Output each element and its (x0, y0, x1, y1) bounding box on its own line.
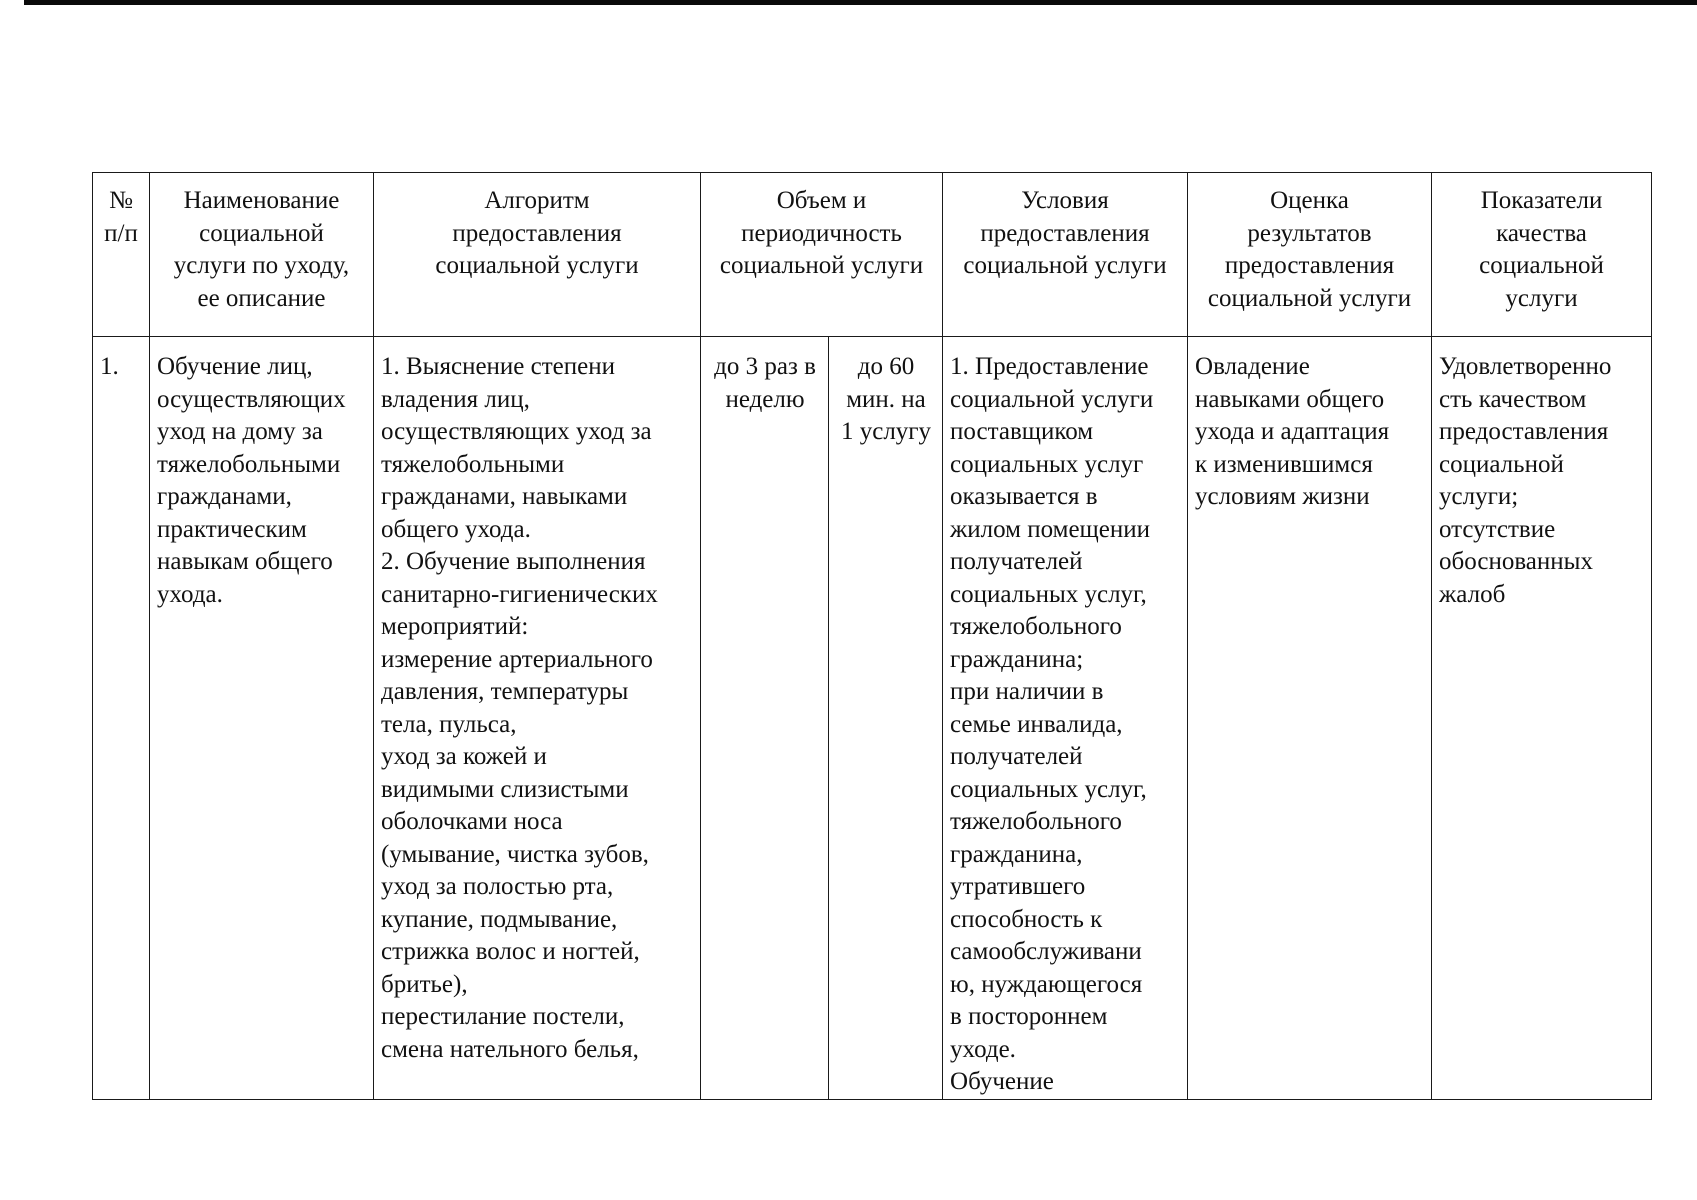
text-line: практическим (157, 515, 307, 543)
text-line: услуги; (1439, 483, 1519, 510)
text-line: уходе. (950, 1035, 1016, 1063)
text-line: уход на дому за (157, 418, 323, 445)
text-line: 1 услугу (840, 418, 932, 445)
text-line: социальной (199, 219, 324, 247)
text-line: п/п (104, 219, 138, 247)
text-line: осуществляющих (157, 385, 346, 413)
text-line: предоставления (452, 219, 622, 247)
text-line: мин. на (846, 385, 926, 413)
text-line: сть качеством (1439, 385, 1587, 413)
text-line: Удовлетворенно (1439, 353, 1612, 380)
text-line: социальных услуг (950, 450, 1144, 478)
text-line: смена нательного белья, (381, 1035, 639, 1063)
header-conditions (943, 173, 1188, 337)
text-line: 1. Предоставление (950, 353, 1149, 380)
text-line: Алгоритм (484, 187, 590, 214)
text-line: предоставления (1439, 418, 1609, 445)
text-line: социальных услуг, (950, 580, 1147, 608)
text-line: № (109, 187, 133, 214)
header-service-name (150, 173, 374, 337)
text-line: способность к (950, 905, 1103, 933)
text-line: общего ухода. (381, 515, 531, 543)
text-line: навыками общего (1195, 385, 1385, 413)
text-line: ухода и адаптация (1195, 418, 1390, 445)
text-line: измерение артериального (381, 645, 653, 673)
top-border-rule (24, 0, 1697, 5)
text-line: Оценка (1270, 187, 1349, 214)
text-line: услуги (1505, 284, 1578, 312)
text-line: тяжелобольного (950, 808, 1122, 835)
text-line: при наличии в (950, 678, 1104, 705)
text-line: самообслуживани (950, 938, 1142, 965)
text-line: социальной услуги (435, 252, 639, 279)
service-name-cell (150, 337, 374, 1100)
text-line: в постороннем (950, 1003, 1108, 1030)
text-line: социальной услуги (950, 385, 1154, 413)
text-line: навыкам общего (157, 548, 333, 575)
header-quality-indicators (1432, 173, 1652, 337)
services-table (92, 172, 1652, 1100)
text-line: гражданина; (950, 645, 1084, 673)
header-algorithm (374, 173, 701, 337)
evaluation-cell (1188, 337, 1432, 1100)
text-line: Обучение лиц, (157, 353, 313, 380)
text-line: купание, подмывание, (381, 905, 618, 933)
text-line: гражданина, (950, 840, 1083, 868)
text-line: ее описание (197, 284, 326, 312)
duration-cell (829, 337, 943, 1100)
text-line: тела, пульса, (381, 710, 517, 738)
text-line: получателей (950, 548, 1083, 575)
text-line: 2. Обучение выполнения (381, 548, 646, 575)
text-line: условиям жизни (1195, 483, 1370, 510)
text-line: гражданами, навыками (381, 483, 628, 510)
text-line: давления, температуры (381, 678, 629, 705)
text-line: до 60 (857, 353, 915, 380)
text-line: тяжелобольными (381, 450, 565, 478)
text-line: Наименование (183, 187, 340, 214)
text-line: мероприятий: (381, 613, 529, 640)
header-number (93, 173, 150, 337)
text-line: жилом помещении (950, 515, 1151, 543)
text-line: стрижка волос и ногтей, (381, 938, 640, 965)
text-line: до 3 раз в (714, 353, 816, 380)
text-line: качества (1496, 219, 1587, 247)
quality-indicators-cell (1432, 337, 1652, 1100)
text-line: к изменившимся (1195, 450, 1373, 478)
text-line: владения лиц, (381, 385, 530, 413)
frequency-cell (701, 337, 829, 1100)
table-header-row (93, 173, 1652, 337)
text-line: (умывание, чистка зубов, (381, 840, 649, 868)
text-line: утратившего (950, 873, 1086, 900)
text-line: Условия (1021, 187, 1109, 214)
text-line: тяжелобольными (157, 450, 341, 478)
text-line: социальных услуг, (950, 775, 1147, 803)
text-line: жалоб (1439, 580, 1506, 608)
text-line: услуги по уходу, (173, 252, 350, 279)
text-line: тяжелобольного (950, 613, 1122, 640)
text-line: социальной услуги (1207, 284, 1412, 312)
algorithm-cell (374, 337, 701, 1100)
text-line: Объем и (776, 187, 867, 214)
row-number-cell (93, 337, 150, 1100)
text-line: санитарно-гигиенических (381, 580, 658, 608)
text-line: социальной услуги (719, 252, 924, 279)
text-line: Показатели (1480, 187, 1603, 214)
text-line: 1. Выяснение степени (381, 353, 615, 380)
text-line: семье инвалида, (950, 710, 1123, 738)
text-line: уход за полостью рта, (381, 873, 614, 900)
text-line: неделю (725, 385, 805, 413)
text-line: социальной услуги (963, 252, 1167, 279)
conditions-cell (943, 337, 1188, 1100)
text-line: предоставления (980, 219, 1150, 247)
text-line: обоснованных (1439, 548, 1593, 575)
text-line: ухода. (157, 580, 223, 608)
text-line: гражданами, (157, 483, 292, 510)
text-line: поставщиком (950, 418, 1094, 445)
header-volume-periodicity (701, 173, 943, 337)
text-line: получателей (950, 743, 1083, 770)
text-line: ю, нуждающегося (950, 970, 1143, 998)
text-line: оказывается в (950, 483, 1098, 510)
text-line: осуществляющих уход за (381, 418, 652, 445)
text-line: социальной (1479, 252, 1604, 279)
header-result-evaluation (1188, 173, 1432, 337)
text-line: периодичность (741, 219, 902, 247)
text-line: результатов (1247, 219, 1372, 247)
table-row (93, 337, 1652, 1100)
text-line: предоставления (1224, 252, 1395, 279)
text-line: социальной (1439, 450, 1564, 478)
text-line: Обучение (950, 1068, 1054, 1095)
text-line: 1. (100, 353, 119, 380)
text-line: бритье), (381, 970, 468, 998)
text-line: видимыми слизистыми (381, 775, 629, 803)
text-line: уход за кожей и (381, 743, 547, 770)
text-line: Овладение (1195, 353, 1310, 380)
text-line: оболочками носа (381, 808, 563, 835)
text-line: перестилание постели, (381, 1003, 625, 1030)
text-line: отсутствие (1439, 515, 1556, 543)
